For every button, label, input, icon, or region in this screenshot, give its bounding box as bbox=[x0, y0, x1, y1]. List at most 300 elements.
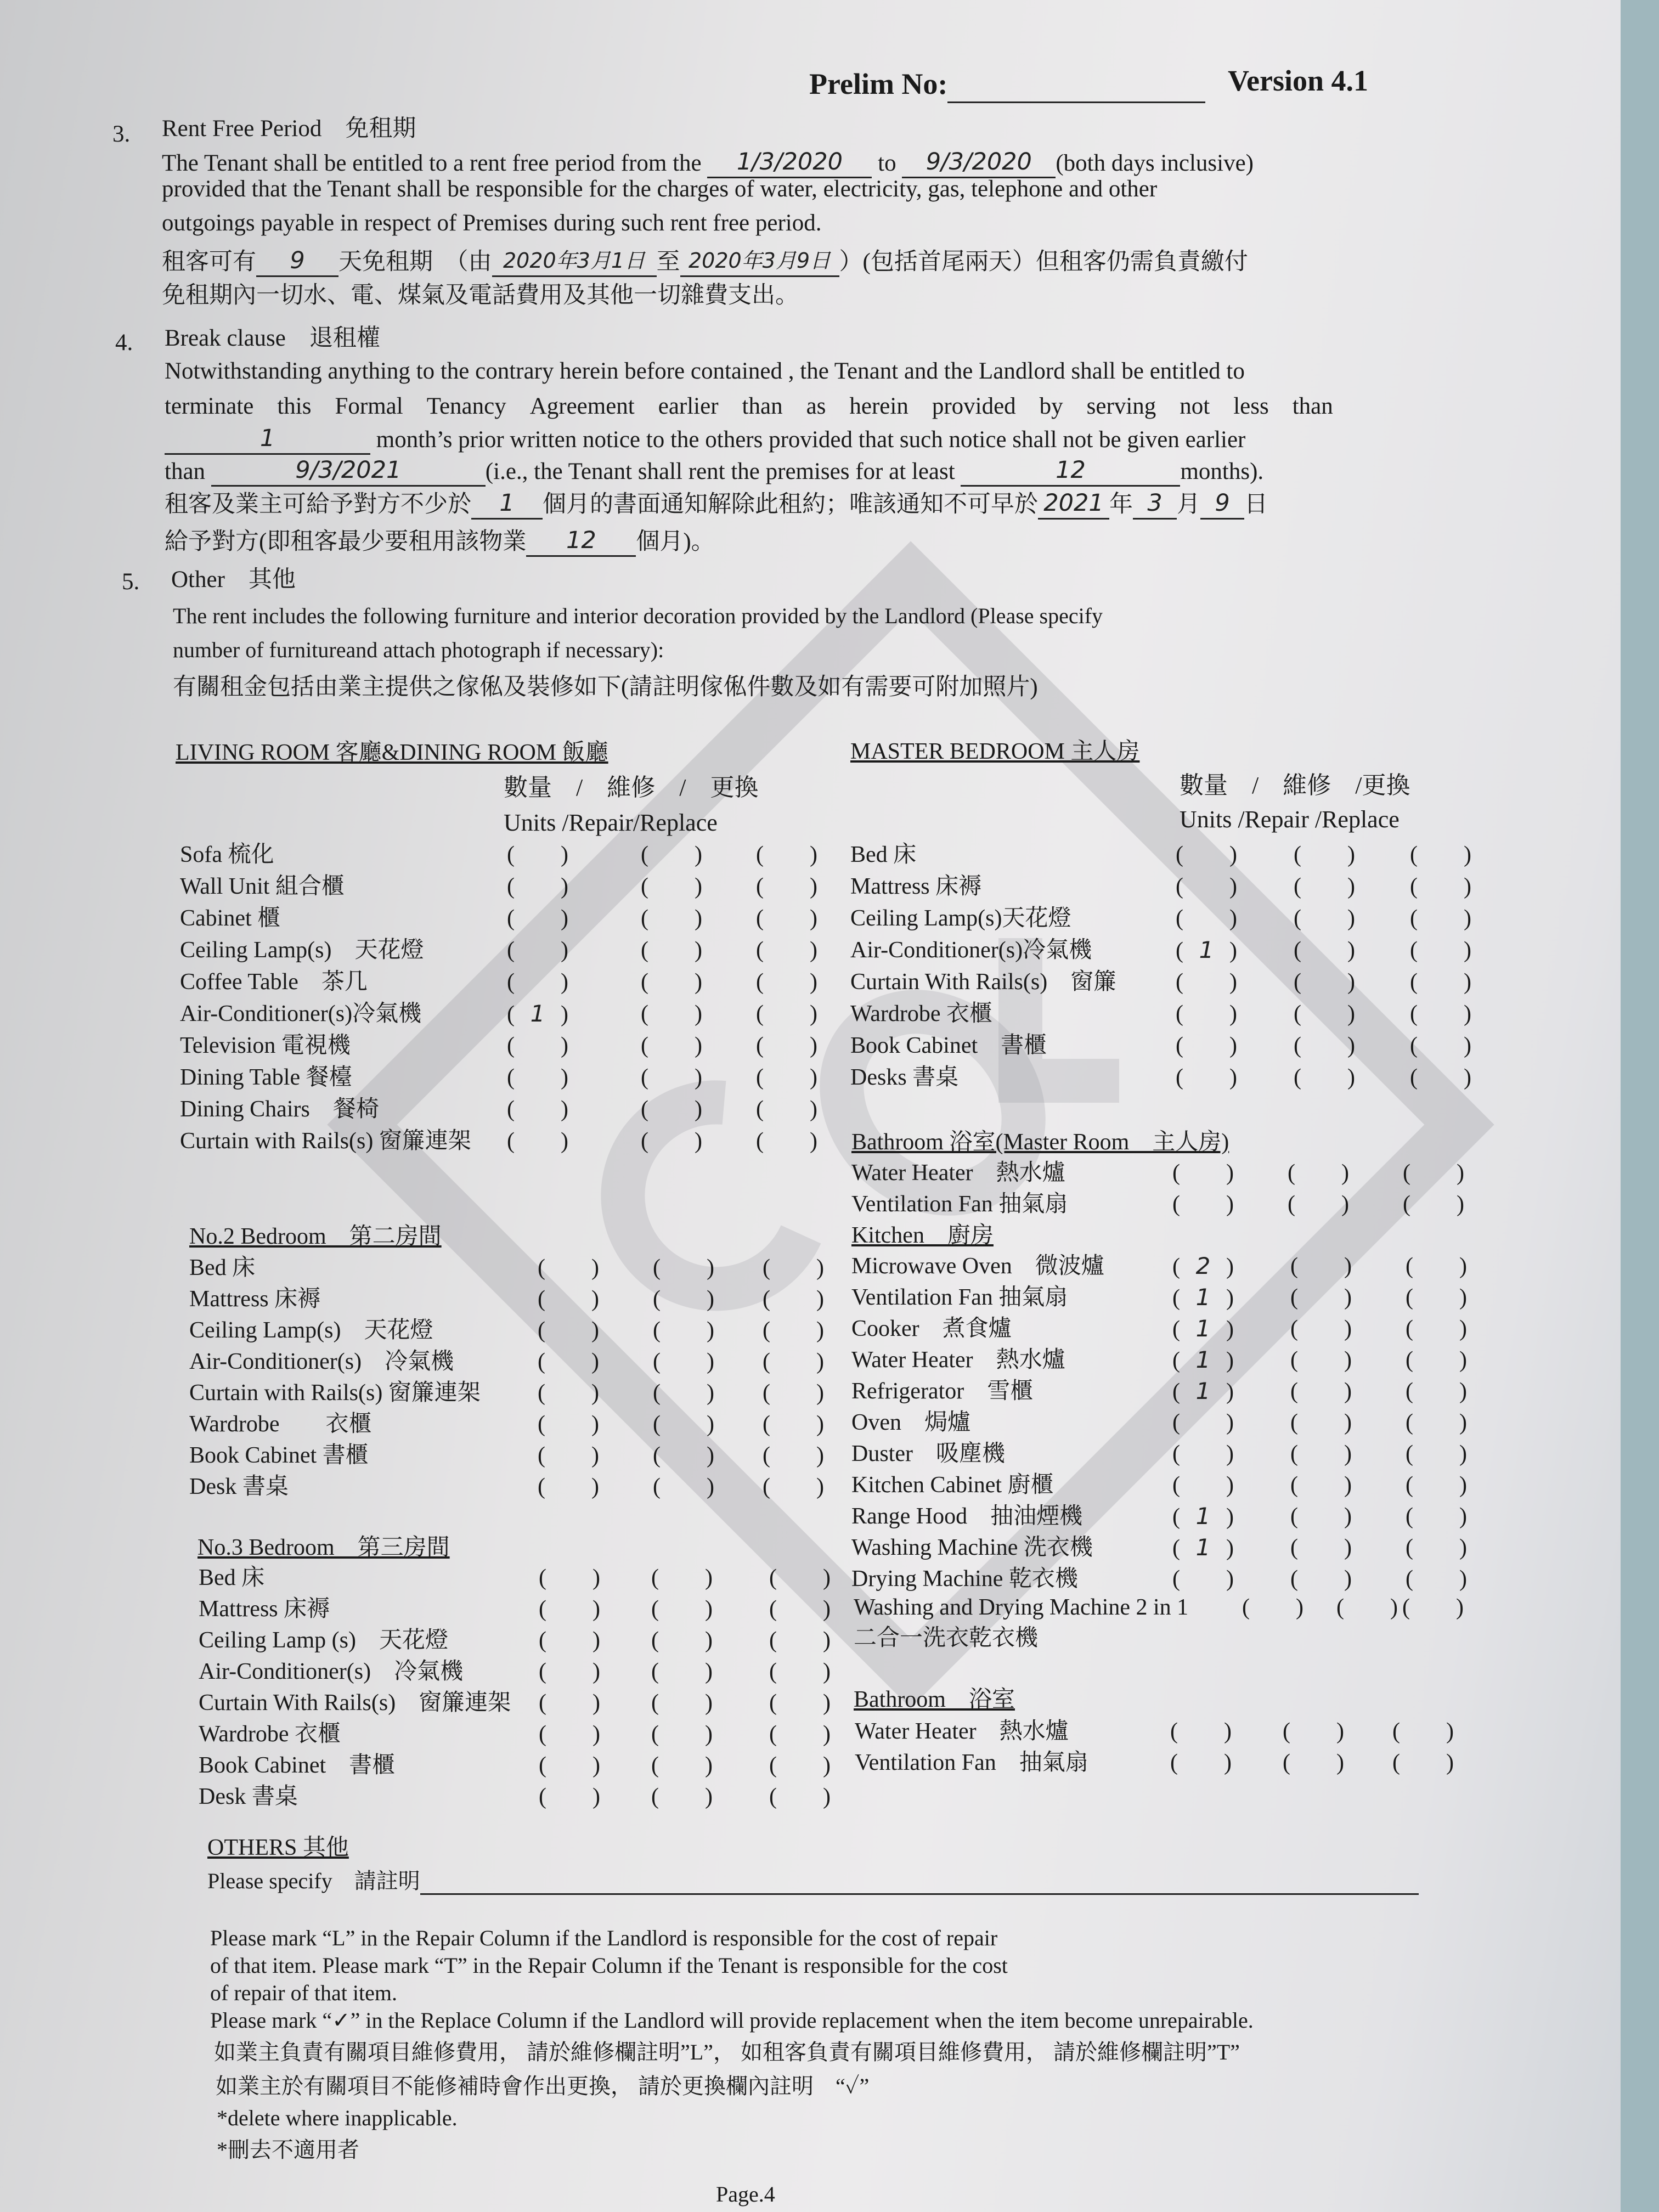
s3-chinese-line1: 租客可有 9 天免租期 （由 2020年3月1日 至 2020年3月9日 ）(包括首尾兩天）但租客仍需負責繳付 bbox=[162, 246, 1248, 277]
master-item-label: Mattress 床褥 bbox=[850, 874, 982, 899]
no2-repair-paren[interactable]: ( ) bbox=[653, 1380, 714, 1406]
master-row bbox=[850, 871, 1618, 902]
no3-item-label: Air-Conditioner(s) 冷氣機 bbox=[199, 1659, 464, 1684]
no2-item-label: Bed 床 bbox=[189, 1255, 256, 1280]
s4-cn-month: 3 bbox=[1133, 488, 1177, 520]
living-replace-paren[interactable]: ( ) bbox=[756, 842, 817, 867]
kitchen-replace-paren[interactable]: ( ) bbox=[1406, 1316, 1467, 1341]
living-units-paren[interactable]: ( ) bbox=[507, 1065, 568, 1090]
master-item-label: Ceiling Lamp(s)天花燈 bbox=[850, 906, 1071, 931]
living-item-label: Sofa 梳化 bbox=[180, 842, 274, 867]
bathroom-units-paren[interactable]: ( ) bbox=[1170, 1750, 1232, 1775]
living-item-label: Television 電視機 bbox=[180, 1033, 351, 1058]
bathroom-item-label: Water Heater 熱水爐 bbox=[855, 1719, 1069, 1744]
bath-master-repair-paren[interactable]: ( ) bbox=[1288, 1160, 1349, 1186]
combo-washer-label: Washing and Drying Machine 2 in 1 bbox=[854, 1595, 1189, 1620]
kitchen-item-label: Drying Machine 乾衣機 bbox=[851, 1566, 1078, 1592]
living-replace-paren[interactable]: ( ) bbox=[756, 969, 817, 995]
kitchen-units-paren[interactable]: ( 1 ) bbox=[1172, 1376, 1234, 1407]
combo-washer-row bbox=[854, 1592, 1501, 1623]
no2-units-paren[interactable]: ( ) bbox=[538, 1380, 599, 1406]
note-line1: Please mark “L” in the Repair Column if the Landlord is responsible for the cost of repair bbox=[210, 1926, 998, 1950]
note-delete-zh: *刪去不適用者 bbox=[217, 2137, 359, 2162]
bath-master-replace-paren[interactable]: ( ) bbox=[1403, 1192, 1464, 1217]
master-repair-paren[interactable]: ( ) bbox=[1294, 938, 1355, 963]
living-replace-paren[interactable]: ( ) bbox=[756, 1128, 817, 1154]
kitchen-replace-paren[interactable]: ( ) bbox=[1406, 1566, 1467, 1592]
living-item-label: Dining Chairs 餐椅 bbox=[180, 1097, 379, 1122]
kitchen-row bbox=[851, 1407, 1620, 1438]
combo-repair-paren[interactable]: ( ) bbox=[1336, 1595, 1398, 1620]
living-row bbox=[180, 871, 948, 902]
bath-master-row bbox=[851, 1158, 1620, 1188]
master-repair-paren[interactable]: ( ) bbox=[1294, 906, 1355, 931]
master-replace-paren[interactable]: ( ) bbox=[1410, 1065, 1471, 1090]
master-units-paren[interactable]: ( ) bbox=[1176, 906, 1237, 931]
no2-row bbox=[189, 1471, 957, 1502]
kitchen-replace-paren[interactable]: ( ) bbox=[1406, 1441, 1467, 1466]
no2-repair-paren[interactable]: ( ) bbox=[653, 1474, 714, 1499]
living-repair-paren[interactable]: ( ) bbox=[641, 1097, 702, 1122]
s3-to-date: 9/3/2020 bbox=[902, 147, 1056, 178]
kitchen-units-paren[interactable]: ( 1 ) bbox=[1172, 1313, 1234, 1345]
living-replace-paren[interactable]: ( ) bbox=[756, 938, 817, 963]
living-repair-paren[interactable]: ( ) bbox=[641, 969, 702, 995]
kitchen-repair-paren[interactable]: ( ) bbox=[1290, 1285, 1352, 1310]
kitchen-units-value: 1 bbox=[1195, 1315, 1211, 1342]
no2-replace-paren[interactable]: ( ) bbox=[763, 1255, 824, 1280]
master-units-paren[interactable]: ( ) bbox=[1176, 969, 1237, 995]
kitchen-item-label: Oven 焗爐 bbox=[851, 1410, 970, 1435]
master-row bbox=[850, 935, 1618, 966]
kitchen-units-value: 1 bbox=[1195, 1346, 1211, 1373]
no3-units-paren[interactable]: ( ) bbox=[539, 1784, 600, 1809]
living-units-paren[interactable]: ( ) bbox=[507, 874, 568, 899]
kitchen-units-paren[interactable]: ( ) bbox=[1172, 1410, 1234, 1435]
kitchen-repair-paren[interactable]: ( ) bbox=[1290, 1441, 1352, 1466]
master-item-label: Air-Conditioner(s)冷氣機 bbox=[850, 938, 1092, 963]
living-row bbox=[180, 998, 948, 1029]
kitchen-units-value: 1 bbox=[1195, 1503, 1211, 1530]
bath-master-replace-paren[interactable]: ( ) bbox=[1403, 1160, 1464, 1186]
bath-master-repair-paren[interactable]: ( ) bbox=[1288, 1192, 1349, 1217]
master-repair-paren[interactable]: ( ) bbox=[1294, 1065, 1355, 1090]
no3-item-label: Bed 床 bbox=[199, 1565, 265, 1590]
kitchen-item-label: Duster 吸塵機 bbox=[851, 1441, 1005, 1466]
kitchen-units-paren[interactable]: ( 1 ) bbox=[1172, 1501, 1234, 1532]
s5-line1: The rent includes the following furniture and interior decoration provided by the Landlord (Please specify bbox=[173, 603, 1103, 628]
living-units-paren[interactable]: ( ) bbox=[507, 1097, 568, 1122]
no3-item-label: Ceiling Lamp (s) 天花燈 bbox=[199, 1628, 448, 1653]
no2-replace-paren[interactable]: ( ) bbox=[763, 1318, 824, 1343]
no3-repair-paren[interactable]: ( ) bbox=[651, 1628, 713, 1653]
kitchen-item-label: Refrigerator 雪櫃 bbox=[851, 1379, 1034, 1404]
no3-row bbox=[199, 1719, 967, 1750]
master-row bbox=[850, 1030, 1618, 1061]
master-repair-paren[interactable]: ( ) bbox=[1294, 1033, 1355, 1058]
note-zh-line1: 如業主負責有關項目維修費用， 請於維修欄註明”L”， 如租客負責有關項目維修費用， 請於維修欄註明”T” bbox=[214, 2040, 1240, 2064]
no2-row bbox=[189, 1252, 957, 1283]
kitchen-replace-paren[interactable]: ( ) bbox=[1406, 1379, 1467, 1404]
no2-units-paren[interactable]: ( ) bbox=[538, 1443, 599, 1468]
s3-cn-from: 2020年3月1日 bbox=[492, 246, 657, 277]
s3-days: 9 bbox=[256, 246, 338, 277]
kitchen-units-paren[interactable]: ( 2 ) bbox=[1172, 1251, 1234, 1282]
no3-repair-paren[interactable]: ( ) bbox=[651, 1565, 713, 1590]
kitchen-units-paren[interactable]: ( ) bbox=[1172, 1472, 1234, 1498]
living-repair-paren[interactable]: ( ) bbox=[641, 1001, 702, 1026]
bath-master-units-paren[interactable]: ( ) bbox=[1172, 1192, 1234, 1217]
no3-replace-paren[interactable]: ( ) bbox=[769, 1565, 831, 1590]
master-item-label: Book Cabinet 書櫃 bbox=[850, 1033, 1047, 1058]
kitchen-units-paren[interactable]: ( 1 ) bbox=[1172, 1532, 1234, 1564]
no3-replace-paren[interactable]: ( ) bbox=[769, 1784, 831, 1809]
master-row bbox=[850, 903, 1618, 934]
no3-units-paren[interactable]: ( ) bbox=[539, 1753, 600, 1778]
no2-item-label: Book Cabinet 書櫃 bbox=[189, 1443, 369, 1468]
living-replace-paren[interactable]: ( ) bbox=[756, 906, 817, 931]
no3-repair-paren[interactable]: ( ) bbox=[651, 1753, 713, 1778]
no2-repair-paren[interactable]: ( ) bbox=[653, 1318, 714, 1343]
master-units-value: 1 bbox=[1199, 936, 1214, 963]
living-units-paren[interactable]: ( ) bbox=[507, 1128, 568, 1154]
living-repair-paren[interactable]: ( ) bbox=[641, 842, 702, 867]
no2-row bbox=[189, 1315, 957, 1346]
kitchen-row bbox=[851, 1345, 1620, 1375]
no2-row bbox=[189, 1284, 957, 1314]
no3-row bbox=[199, 1625, 967, 1656]
no3-repair-paren[interactable]: ( ) bbox=[651, 1784, 713, 1809]
no2-repair-paren[interactable]: ( ) bbox=[653, 1412, 714, 1437]
note-line2: of that item. Please mark “T” in the Repair Column if the Tenant is responsible for the cost bbox=[210, 1953, 1008, 1978]
kitchen-row bbox=[851, 1564, 1620, 1594]
kitchen-row bbox=[851, 1313, 1620, 1344]
s4-number: 4. bbox=[115, 330, 133, 356]
combo-replace-paren[interactable]: ( ) bbox=[1402, 1595, 1464, 1620]
master-units-paren[interactable]: ( ) bbox=[1176, 842, 1237, 867]
living-item-label: Dining Table 餐檯 bbox=[180, 1065, 352, 1090]
no2-repair-paren[interactable]: ( ) bbox=[653, 1443, 714, 1468]
no3-item-label: Curtain With Rails(s) 窗簾連架 bbox=[199, 1690, 511, 1716]
master-repair-paren[interactable]: ( ) bbox=[1294, 842, 1355, 867]
living-item-label: Ceiling Lamp(s) 天花燈 bbox=[180, 938, 424, 963]
s3-from-date: 1/3/2020 bbox=[707, 147, 872, 178]
no2-row bbox=[189, 1440, 957, 1471]
kitchen-units-paren[interactable]: ( ) bbox=[1172, 1566, 1234, 1592]
kitchen-replace-paren[interactable]: ( ) bbox=[1406, 1410, 1467, 1435]
kitchen-repair-paren[interactable]: ( ) bbox=[1290, 1472, 1352, 1498]
s5-chinese-line: 有關租金包括由業主提供之傢俬及裝修如下(請註明傢俬件數及如有需要可附加照片) bbox=[173, 674, 1038, 700]
master-row bbox=[850, 1062, 1618, 1093]
s4-notice-months: 1 bbox=[165, 424, 370, 455]
no3-item-label: Desk 書桌 bbox=[199, 1784, 298, 1809]
s4-line4: than 9/3/2021 (i.e., the Tenant shall rent the premises for at least 12 months). bbox=[165, 455, 1263, 487]
kitchen-row bbox=[851, 1438, 1620, 1469]
kitchen-units-paren[interactable]: ( 1 ) bbox=[1172, 1345, 1234, 1376]
bath-master-units-paren[interactable]: ( ) bbox=[1172, 1160, 1234, 1186]
no2-units-paren[interactable]: ( ) bbox=[538, 1255, 599, 1280]
master-repair-paren[interactable]: ( ) bbox=[1294, 969, 1355, 995]
note-line4: Please mark “✓” in the Replace Column if the Landlord will provide replacement when the item become unrepairable. bbox=[210, 2008, 1254, 2033]
no3-units-paren[interactable]: ( ) bbox=[539, 1722, 600, 1747]
no2-item-label: Ceiling Lamp(s) 天花燈 bbox=[189, 1318, 433, 1343]
kitchen-row bbox=[851, 1251, 1620, 1282]
s3-line3: outgoings payable in respect of Premises during such rent free period. bbox=[162, 210, 822, 236]
no3-row bbox=[199, 1781, 967, 1812]
living-row bbox=[180, 1062, 948, 1093]
no3-units-paren[interactable]: ( ) bbox=[539, 1628, 600, 1653]
no2-replace-paren[interactable]: ( ) bbox=[763, 1474, 824, 1499]
kitchen-repair-paren[interactable]: ( ) bbox=[1290, 1566, 1352, 1592]
no3-replace-paren[interactable]: ( ) bbox=[769, 1722, 831, 1747]
living-row bbox=[180, 1094, 948, 1125]
no3-units-paren[interactable]: ( ) bbox=[539, 1659, 600, 1684]
kitchen-item-label: Range Hood 抽油煙機 bbox=[851, 1504, 1083, 1529]
bathroom-replace-paren[interactable]: ( ) bbox=[1392, 1750, 1454, 1775]
no2-item-label: Mattress 床褥 bbox=[189, 1286, 321, 1312]
s4-cn-months: 12 bbox=[526, 526, 636, 557]
no2-row bbox=[189, 1409, 957, 1440]
no2-units-paren[interactable]: ( ) bbox=[538, 1286, 599, 1312]
s5-number: 5. bbox=[122, 569, 140, 595]
no3-repair-paren[interactable]: ( ) bbox=[651, 1659, 713, 1684]
bathroom-replace-paren[interactable]: ( ) bbox=[1392, 1719, 1454, 1744]
living-item-label: Cabinet 櫃 bbox=[180, 906, 281, 931]
kitchen-replace-paren[interactable]: ( ) bbox=[1406, 1504, 1467, 1529]
no3-replace-paren[interactable]: ( ) bbox=[769, 1628, 831, 1653]
no2-repair-paren[interactable]: ( ) bbox=[653, 1349, 714, 1374]
kitchen-item-label: Ventilation Fan 抽氣扇 bbox=[851, 1285, 1068, 1310]
kitchen-item-label: Kitchen Cabinet 廚櫃 bbox=[851, 1472, 1054, 1498]
living-units-paren[interactable]: ( ) bbox=[507, 906, 568, 931]
master-repair-paren[interactable]: ( ) bbox=[1294, 1001, 1355, 1026]
no3-repair-paren[interactable]: ( ) bbox=[651, 1722, 713, 1747]
no3-replace-paren[interactable]: ( ) bbox=[769, 1596, 831, 1622]
version-label: Version 4.1 bbox=[1228, 64, 1369, 97]
no2-row bbox=[189, 1346, 957, 1377]
living-header-zh: 數量 / 維修 / 更換 bbox=[504, 774, 759, 801]
living-replace-paren[interactable]: ( ) bbox=[756, 1001, 817, 1026]
no2-repair-paren[interactable]: ( ) bbox=[653, 1255, 714, 1280]
no3-units-paren[interactable]: ( ) bbox=[539, 1596, 600, 1622]
kitchen-row bbox=[851, 1532, 1620, 1563]
kitchen-units-value: 1 bbox=[1195, 1534, 1211, 1561]
kitchen-replace-paren[interactable]: ( ) bbox=[1406, 1535, 1467, 1560]
living-row bbox=[180, 967, 948, 997]
no2-replace-paren[interactable]: ( ) bbox=[763, 1443, 824, 1468]
master-item-label: Desks 書桌 bbox=[850, 1065, 959, 1090]
no3-item-label: Mattress 床褥 bbox=[199, 1596, 330, 1622]
living-row bbox=[180, 903, 948, 934]
no3-item-label: Book Cabinet 書櫃 bbox=[199, 1753, 396, 1778]
s3-chinese-line2: 免租期內一切水、電、煤氣及電話費用及其他一切雜費支出。 bbox=[162, 283, 799, 308]
s4-min-months: 12 bbox=[961, 455, 1180, 487]
no3-replace-paren[interactable]: ( ) bbox=[769, 1659, 831, 1684]
living-row bbox=[180, 935, 948, 966]
bathroom-repair-paren[interactable]: ( ) bbox=[1283, 1719, 1344, 1744]
kitchen-item-label: Microwave Oven 微波爐 bbox=[851, 1254, 1104, 1279]
kitchen-repair-paren[interactable]: ( ) bbox=[1290, 1410, 1352, 1435]
living-repair-paren[interactable]: ( ) bbox=[641, 1033, 702, 1058]
master-repair-paren[interactable]: ( ) bbox=[1294, 874, 1355, 899]
s3-title: Rent Free Period 免租期 bbox=[162, 116, 416, 142]
bathroom-units-paren[interactable]: ( ) bbox=[1170, 1719, 1232, 1744]
master-replace-paren[interactable]: ( ) bbox=[1410, 1001, 1471, 1026]
master-item-label: Curtain With Rails(s) 窗簾 bbox=[850, 969, 1117, 995]
bath-master-item-label: Ventilation Fan 抽氣扇 bbox=[851, 1192, 1068, 1217]
no3-repair-paren[interactable]: ( ) bbox=[651, 1690, 713, 1716]
master-replace-paren[interactable]: ( ) bbox=[1410, 906, 1471, 931]
prelim-blank bbox=[947, 71, 1205, 103]
s4-cn-notice: 1 bbox=[471, 488, 543, 520]
living-replace-paren[interactable]: ( ) bbox=[756, 1033, 817, 1058]
no3-units-paren[interactable]: ( ) bbox=[539, 1565, 600, 1590]
kitchen-units-value: 1 bbox=[1195, 1378, 1211, 1404]
s4-earliest-date: 9/3/2021 bbox=[211, 455, 486, 487]
no3-bedroom-title: No.3 Bedroom 第三房間 bbox=[198, 1535, 450, 1560]
kitchen-repair-paren[interactable]: ( ) bbox=[1290, 1316, 1352, 1341]
kitchen-title: Kitchen 廚房 bbox=[851, 1223, 994, 1248]
no2-units-paren[interactable]: ( ) bbox=[538, 1412, 599, 1437]
living-row bbox=[180, 1030, 948, 1061]
s4-line3: 1 month’s prior written notice to the others provided that such notice shall not be given earlier bbox=[165, 424, 1245, 455]
no2-units-paren[interactable]: ( ) bbox=[538, 1474, 599, 1499]
kitchen-repair-paren[interactable]: ( ) bbox=[1290, 1535, 1352, 1560]
no2-repair-paren[interactable]: ( ) bbox=[653, 1286, 714, 1312]
no2-replace-paren[interactable]: ( ) bbox=[763, 1380, 824, 1406]
living-units-paren[interactable]: ( ) bbox=[507, 1033, 568, 1058]
no2-item-label: Air-Conditioner(s) 冷氣機 bbox=[189, 1349, 454, 1374]
no3-replace-paren[interactable]: ( ) bbox=[769, 1690, 831, 1716]
kitchen-item-label: Water Heater 熱水爐 bbox=[851, 1347, 1065, 1373]
s4-chinese-line2: 給予對方(即租客最少要租用該物業 12 個月)。 bbox=[165, 526, 715, 557]
kitchen-replace-paren[interactable]: ( ) bbox=[1406, 1472, 1467, 1498]
living-item-label: Wall Unit 組合櫃 bbox=[180, 874, 345, 899]
kitchen-repair-paren[interactable]: ( ) bbox=[1290, 1379, 1352, 1404]
master-units-paren[interactable]: ( ) bbox=[1176, 874, 1237, 899]
no2-bedroom-title: No.2 Bedroom 第二房間 bbox=[189, 1224, 442, 1249]
page-edge-background bbox=[1621, 0, 1659, 2212]
s4-line2: terminate this Formal Tenancy Agreement earlier than as herein provided by serving not less than bbox=[165, 393, 1333, 419]
no3-units-paren[interactable]: ( ) bbox=[539, 1690, 600, 1716]
kitchen-units-paren[interactable]: ( 1 ) bbox=[1172, 1282, 1234, 1313]
note-line3: of repair of that item. bbox=[210, 1980, 397, 2005]
living-item-label: Air-Conditioner(s)冷氣機 bbox=[180, 1001, 422, 1026]
master-units-paren[interactable]: ( ) bbox=[1176, 1001, 1237, 1026]
living-replace-paren[interactable]: ( ) bbox=[756, 1065, 817, 1090]
master-row bbox=[850, 839, 1618, 870]
living-repair-paren[interactable]: ( ) bbox=[641, 1065, 702, 1090]
kitchen-repair-paren[interactable]: ( ) bbox=[1290, 1504, 1352, 1529]
no2-replace-paren[interactable]: ( ) bbox=[763, 1286, 824, 1312]
living-row bbox=[180, 1126, 948, 1156]
others-specify-blank[interactable] bbox=[420, 1869, 1419, 1895]
living-repair-paren[interactable]: ( ) bbox=[641, 938, 702, 963]
living-units-paren[interactable]: ( 1 ) bbox=[507, 998, 568, 1030]
no3-replace-paren[interactable]: ( ) bbox=[769, 1753, 831, 1778]
bath-master-title: Bathroom 浴室(Master Room 主人房) bbox=[851, 1130, 1229, 1155]
living-repair-paren[interactable]: ( ) bbox=[641, 874, 702, 899]
master-replace-paren[interactable]: ( ) bbox=[1410, 874, 1471, 899]
bathroom-row bbox=[855, 1747, 1623, 1778]
master-units-paren[interactable]: ( ) bbox=[1176, 1033, 1237, 1058]
others-title: OTHERS 其他 bbox=[207, 1835, 349, 1860]
master-replace-paren[interactable]: ( ) bbox=[1410, 969, 1471, 995]
living-item-label: Curtain with Rails(s) 窗簾連架 bbox=[180, 1128, 471, 1154]
living-repair-paren[interactable]: ( ) bbox=[641, 906, 702, 931]
s4-cn-year: 2021 bbox=[1038, 488, 1109, 520]
s4-chinese-line1: 租客及業主可給予對方不少於 1 個月的書面通知解除此租約；唯該通知不可早於 2021 年 3 月 9 日 bbox=[165, 488, 1268, 520]
kitchen-units-value: 1 bbox=[1195, 1284, 1211, 1311]
no3-row bbox=[199, 1688, 967, 1718]
no2-item-label: Desk 書桌 bbox=[189, 1474, 289, 1499]
living-replace-paren[interactable]: ( ) bbox=[756, 1097, 817, 1122]
s3-line2: provided that the Tenant shall be responsible for the charges of water, electricity, gas, telephone and other bbox=[162, 176, 1158, 202]
kitchen-replace-paren[interactable]: ( ) bbox=[1406, 1285, 1467, 1310]
master-replace-paren[interactable]: ( ) bbox=[1410, 1033, 1471, 1058]
bathroom-row bbox=[855, 1716, 1623, 1747]
living-units-paren[interactable]: ( ) bbox=[507, 969, 568, 995]
combo-washer-zh: 二合一洗衣乾衣機 bbox=[854, 1626, 1039, 1651]
no3-repair-paren[interactable]: ( ) bbox=[651, 1596, 713, 1622]
kitchen-repair-paren[interactable]: ( ) bbox=[1290, 1347, 1352, 1373]
no2-item-label: Wardrobe 衣櫃 bbox=[189, 1412, 372, 1437]
master-item-label: Wardrobe 衣櫃 bbox=[850, 1001, 993, 1026]
s5-line2: number of furnitureand attach photograph if necessary): bbox=[173, 637, 664, 662]
s4-title: Break clause 退租權 bbox=[165, 325, 380, 351]
bathroom-title: Bathroom 浴室 bbox=[854, 1687, 1015, 1712]
s3-number: 3. bbox=[112, 121, 131, 147]
living-units-paren[interactable]: ( ) bbox=[507, 842, 568, 867]
no2-units-paren[interactable]: ( ) bbox=[538, 1349, 599, 1374]
bath-master-row bbox=[851, 1189, 1620, 1220]
bath-master-item-label: Water Heater 熱水爐 bbox=[851, 1160, 1065, 1186]
master-units-paren[interactable]: ( ) bbox=[1176, 1065, 1237, 1090]
living-repair-paren[interactable]: ( ) bbox=[641, 1128, 702, 1154]
prelim-label: Prelim No: bbox=[809, 65, 1205, 103]
living-units-value: 1 bbox=[530, 1000, 545, 1027]
no2-replace-paren[interactable]: ( ) bbox=[763, 1349, 824, 1374]
living-replace-paren[interactable]: ( ) bbox=[756, 874, 817, 899]
kitchen-row bbox=[851, 1282, 1620, 1313]
no2-replace-paren[interactable]: ( ) bbox=[763, 1412, 824, 1437]
kitchen-replace-paren[interactable]: ( ) bbox=[1406, 1347, 1467, 1373]
no2-units-paren[interactable]: ( ) bbox=[538, 1318, 599, 1343]
master-replace-paren[interactable]: ( ) bbox=[1410, 842, 1471, 867]
no3-row bbox=[199, 1594, 967, 1624]
master-units-paren[interactable]: ( 1 ) bbox=[1176, 935, 1237, 966]
kitchen-units-paren[interactable]: ( ) bbox=[1172, 1441, 1234, 1466]
master-replace-paren[interactable]: ( ) bbox=[1410, 938, 1471, 963]
kitchen-row bbox=[851, 1376, 1620, 1407]
no3-item-label: Wardrobe 衣櫃 bbox=[199, 1722, 341, 1747]
combo-units-paren[interactable]: ( ) bbox=[1242, 1595, 1304, 1620]
no3-row bbox=[199, 1750, 967, 1781]
master-row bbox=[850, 998, 1618, 1029]
s3-line1: The Tenant shall be entitled to a rent free period from the 1/3/2020 to 9/3/2020 (both days inclusive) bbox=[162, 147, 1254, 178]
kitchen-item-label: Washing Machine 洗衣機 bbox=[851, 1535, 1093, 1560]
kitchen-replace-paren[interactable]: ( ) bbox=[1406, 1254, 1467, 1279]
master-row bbox=[850, 967, 1618, 997]
s4-cn-day: 9 bbox=[1200, 488, 1244, 520]
kitchen-repair-paren[interactable]: ( ) bbox=[1290, 1254, 1352, 1279]
bathroom-repair-paren[interactable]: ( ) bbox=[1283, 1750, 1344, 1775]
living-units-paren[interactable]: ( ) bbox=[507, 938, 568, 963]
master-bedroom-title: MASTER BEDROOM 主人房 bbox=[850, 739, 1140, 764]
no3-row bbox=[199, 1656, 967, 1687]
note-zh-line2: 如業主於有關項目不能修補時會作出更換， 請於更換欄內註明 “✓” bbox=[216, 2074, 870, 2098]
living-row bbox=[180, 839, 948, 870]
